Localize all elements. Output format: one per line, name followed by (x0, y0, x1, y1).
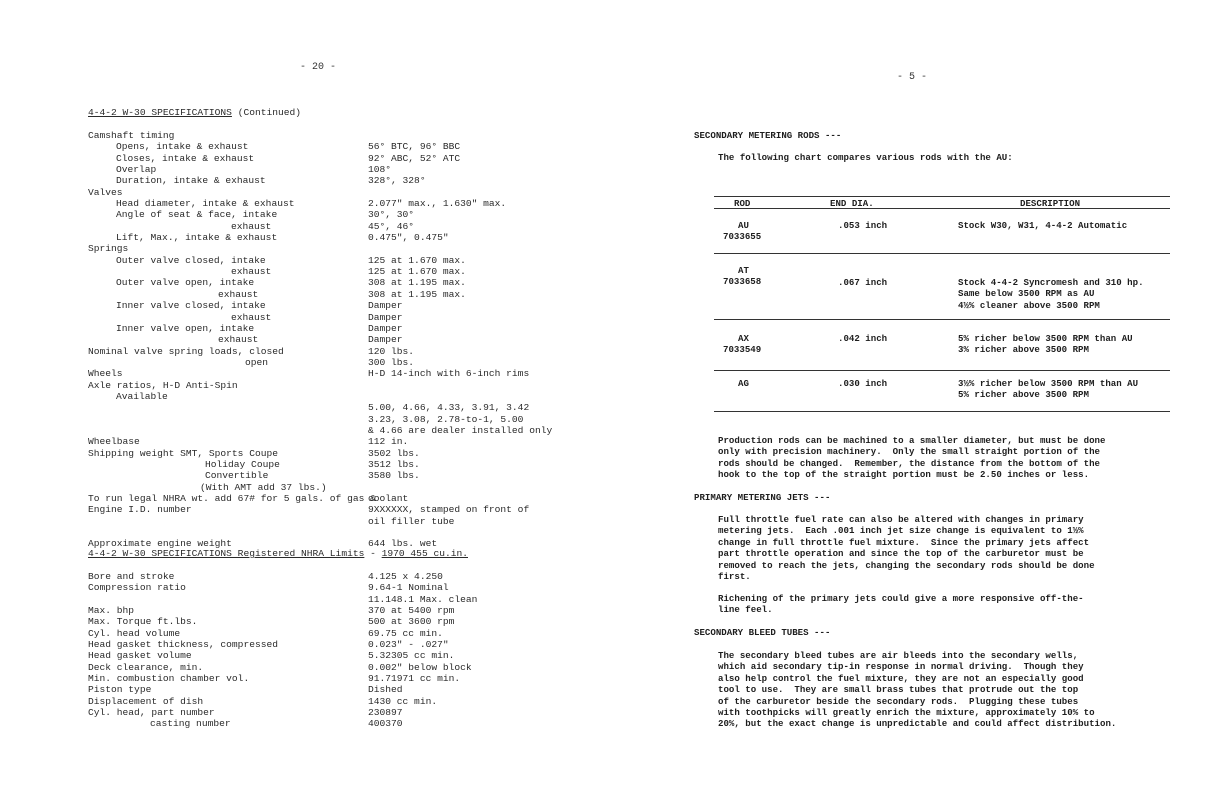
paragraph-richening (718, 593, 1084, 616)
spec-row (88, 639, 588, 650)
rod-description-line: 5% richer below 3500 RPM than AU (958, 333, 1133, 344)
spec-label: exhaust (231, 266, 272, 278)
spec-row (88, 673, 588, 684)
heading-primary-metering-jets: PRIMARY METERING JETS --- (694, 492, 831, 503)
spec-row (88, 459, 588, 470)
title-separator: - (364, 548, 382, 559)
spec-row (88, 130, 588, 141)
rod-code: AT (738, 265, 749, 276)
spec-label: Camshaft timing (88, 130, 175, 141)
spec-value: oil filler tube (368, 515, 455, 527)
spec-label: Nominal valve spring loads, closed (88, 345, 284, 357)
spec-value: 5.32305 cc min. (368, 650, 455, 662)
spec-row (88, 605, 588, 616)
spec-row (88, 470, 588, 481)
paragraph-line: tool to use. They are small brass tubes that protrude out the top (718, 684, 1079, 696)
spec-value: 30°, 30° (368, 209, 415, 221)
spec-label: Opens, intake & exhaust (116, 141, 249, 153)
spec-row (88, 650, 588, 661)
spec-value: 644 lbs. wet (368, 538, 438, 550)
spec-label: Engine I.D. number (88, 504, 192, 516)
table-rule (714, 319, 1170, 320)
page-number: - 20 - (300, 62, 337, 73)
spec-label: exhaust (218, 334, 259, 346)
spec-row (88, 436, 588, 447)
spec-value: 4.125 x 4.250 (368, 571, 443, 582)
spec-label: Piston type (88, 684, 152, 696)
rod-description-line: 3½% richer below 3500 RPM than AU (958, 378, 1139, 389)
paragraph-line: part throttle operation and since the top of the carburetor must be (718, 548, 1084, 560)
rod-description-line: Same below 3500 RPM as AU (958, 288, 1095, 300)
section-title-suffix: (Continued) (231, 107, 302, 118)
spec-label: Outer valve closed, intake (116, 254, 266, 266)
spec-row (88, 391, 588, 402)
rod-end-diameter: .067 inch (838, 277, 888, 288)
spec-label: Inner valve open, intake (116, 322, 255, 334)
spec-value: 56° BTC, 96° BBC (368, 141, 461, 153)
spec-value: 2.077" max., 1.630" max. (368, 198, 507, 210)
spec-label: Overlap (116, 164, 157, 176)
spec-row (88, 346, 588, 357)
spec-value: 300 lbs. (368, 356, 415, 368)
heading-secondary-metering-rods: SECONDARY METERING RODS --- (694, 130, 842, 141)
spec-label: Min. combustion chamber vol. (88, 673, 250, 685)
spec-label: exhaust (231, 220, 272, 232)
paragraph-line: also help control the fuel mixture, they are not an especially good (718, 672, 1084, 684)
spec-row (88, 357, 588, 368)
spec-value: 370 at 5400 rpm (368, 605, 455, 617)
spec-label: Head diameter, intake & exhaust (116, 198, 295, 210)
spec-value: 230897 (368, 707, 403, 719)
spec-value: 92° ABC, 52° ATC (368, 152, 461, 164)
spec-value: 91.71971 cc min. (368, 673, 461, 685)
spec-value: Damper (368, 334, 403, 346)
spec-row (88, 243, 588, 254)
paragraph-line: 20%, but the exact change is unpredictable and could affect distribution. (718, 718, 1117, 730)
spec-row (88, 380, 588, 391)
spec-value: 112 in. (368, 436, 409, 448)
spec-label: Head gasket volume (88, 650, 192, 662)
spec-label: Outer valve open, intake (116, 277, 255, 289)
spec-value: 125 at 1.670 max. (368, 266, 466, 278)
paragraph-line: Production rods can be machined to a smaller diameter, but must be done (718, 435, 1106, 446)
spec-label: To run legal NHRA wt. add 67# for 5 gals. of gas & (88, 493, 376, 504)
rod-part-number: 7033658 (723, 276, 762, 288)
paragraph-bleed-tubes (718, 650, 1116, 730)
spec-row (88, 289, 588, 300)
spec-label: (With AMT add 37 lbs.) (200, 481, 327, 493)
rod-code: AX (738, 333, 749, 344)
spec-row (88, 334, 588, 345)
paragraph-line: Full throttle fuel rate can also be altered with changes in primary (718, 514, 1084, 525)
spec-row (88, 662, 588, 673)
spec-row (88, 707, 588, 718)
spec-label: Compression ratio (88, 582, 186, 594)
spec-value: Dished (368, 684, 403, 696)
spec-row (88, 628, 588, 639)
spec-label: Lift, Max., intake & exhaust (116, 232, 278, 244)
spec-value: 9XXXXXX, stamped on front of (368, 504, 530, 516)
table-rule (714, 411, 1170, 412)
spec-value: 400370 (368, 718, 403, 730)
column-header-end-dia: END DIA. (830, 198, 874, 209)
spec-value: coolant (368, 493, 409, 504)
spec-value: H-D 14-inch with 6-inch rims (368, 368, 530, 380)
spec-label: Inner valve closed, intake (116, 300, 266, 312)
spec-label: Max. Torque ft.lbs. (88, 616, 198, 628)
spec-value: 5.00, 4.66, 4.33, 3.91, 3.42 (368, 402, 530, 414)
spec-row (88, 571, 588, 582)
paragraph-line: hook to the top of the straight portion must be 2.50 inches or less. (718, 469, 1090, 481)
spec-label: Shipping weight SMT, Sports Coupe (88, 447, 278, 459)
rod-description-line: Stock W30, W31, 4-4-2 Automatic (958, 220, 1128, 231)
paragraph-line: The secondary bleed tubes are air bleeds into the secondary wells, (718, 650, 1079, 661)
spec-value: 125 at 1.670 max. (368, 254, 466, 266)
spec-value: 69.75 cc min. (368, 627, 443, 639)
section-title-engine: 1970 455 cu.in. (381, 548, 468, 559)
spec-value: 3502 lbs. (368, 447, 420, 459)
rod-code: AG (738, 378, 749, 389)
table-rule (714, 196, 1170, 197)
spec-row (88, 209, 588, 220)
spec-label: Convertible (205, 470, 269, 482)
section-title-nhra (88, 548, 468, 559)
spec-label: Wheels (88, 368, 123, 380)
spec-row (88, 684, 588, 695)
spec-label: exhaust (231, 311, 272, 323)
spec-value: 0.002" below block (368, 661, 472, 673)
spec-row (88, 527, 588, 538)
spec-label: Axle ratios, H-D Anti-Spin (88, 379, 238, 391)
paragraph-line: metering jets. Each .001 inch jet size change is equivalent to 1½% (718, 525, 1084, 537)
spec-value: 0.023" - .027" (368, 639, 449, 651)
spec-label: Closes, intake & exhaust (116, 152, 255, 164)
spec-row (88, 221, 588, 232)
rod-part-number: 7033655 (723, 231, 762, 243)
paragraph-line: removed to reach the jets, changing the secondary rods should be done (718, 559, 1095, 571)
spec-row (88, 594, 588, 605)
spec-row (88, 402, 588, 413)
column-header-description: DESCRIPTION (1020, 198, 1081, 209)
section-title-main: 4-4-2 W-30 SPECIFICATIONS (88, 107, 232, 118)
spec-label: Valves (88, 186, 123, 198)
spec-label: Angle of seat & face, intake (116, 209, 278, 221)
spec-row (88, 718, 588, 729)
spec-row (88, 164, 588, 175)
column-header-rod: ROD (734, 198, 751, 209)
spec-value: Damper (368, 300, 403, 312)
spec-row (88, 425, 588, 436)
spec-row (88, 493, 588, 504)
spec-value: 3.23, 3.08, 2.78-to-1, 5.00 (368, 413, 524, 425)
section-title (88, 107, 301, 118)
spec-row (88, 277, 588, 288)
paragraph-line: of the carburetor beside the secondary rods. Plugging these tubes (718, 695, 1079, 707)
spec-value: 328°, 328° (368, 175, 426, 187)
paragraph-line: with toothpicks will greatly enrich the mixture, approximately 10% to (718, 707, 1095, 719)
rod-end-diameter: .030 inch (838, 378, 888, 389)
heading-secondary-bleed-tubes: SECONDARY BLEED TUBES --- (694, 627, 831, 638)
spec-label: Approximate engine weight (88, 538, 232, 550)
spec-row (88, 414, 588, 425)
spec-row (88, 266, 588, 277)
spec-row (88, 368, 588, 379)
paragraph-line: only with precision machinery. Only the small straight portion of the (718, 446, 1100, 458)
spec-row (88, 323, 588, 334)
rod-part-number: 7033549 (723, 344, 762, 356)
spec-value: 11.148.1 Max. clean (368, 593, 478, 605)
page-number: - 5 - (897, 72, 928, 83)
spec-row (88, 175, 588, 186)
spec-label: Displacement of dish (88, 695, 204, 707)
spec-row (88, 616, 588, 627)
spec-row (88, 153, 588, 164)
spec-label: casting number (150, 718, 231, 730)
spec-value: 120 lbs. (368, 345, 415, 357)
section-title-main: 4-4-2 W-30 SPECIFICATIONS Registered NHRA Limits (88, 548, 365, 559)
spec-label: Holiday Coupe (205, 458, 280, 470)
spec-value: 3580 lbs. (368, 470, 420, 482)
spec-label: Cyl. head, part number (88, 707, 215, 719)
spec-label: Max. bhp (88, 605, 135, 617)
paragraph-line: Richening of the primary jets could give a more responsive off-the- (718, 593, 1084, 604)
spec-value: 308 at 1.195 max. (368, 288, 466, 300)
spec-row (88, 198, 588, 209)
spec-row (88, 582, 588, 593)
spec-row (88, 504, 588, 515)
spec-label: Springs (88, 243, 129, 255)
spec-row (88, 255, 588, 266)
spec-value: Damper (368, 311, 403, 323)
spec-value: 308 at 1.195 max. (368, 277, 466, 289)
spec-label: Deck clearance, min. (88, 661, 204, 673)
rod-end-diameter: .042 inch (838, 333, 888, 344)
paragraph-line: line feel. (718, 604, 773, 616)
spec-value: 9.64-1 Nominal (368, 582, 449, 594)
rod-description-line: 3% richer above 3500 RPM (958, 344, 1089, 356)
paragraph-line: rods should be changed. Remember, the distance from the bottom of the (718, 457, 1100, 469)
spec-row (88, 300, 588, 311)
spec-label: Cyl. head volume (88, 627, 181, 639)
spec-value: 500 at 3600 rpm (368, 616, 455, 628)
paragraph-full-throttle (718, 514, 1095, 582)
spec-row (88, 187, 588, 198)
paragraph-line: first. (718, 571, 751, 583)
spec-list-continued (88, 130, 588, 550)
spec-row (88, 312, 588, 323)
rod-description-line: Stock 4-4-2 Syncromesh and 310 hp. (958, 277, 1144, 288)
spec-value: 0.475", 0.475" (368, 232, 449, 244)
spec-row (88, 482, 588, 493)
rod-code: AU (738, 220, 749, 231)
spec-label: Duration, intake & exhaust (116, 175, 266, 187)
paragraph-line: which aid secondary tip-in response in normal driving. Though they (718, 661, 1084, 673)
rod-description-line: 5% richer above 3500 RPM (958, 389, 1089, 401)
table-rule (714, 208, 1170, 209)
paragraph-line: change in full throttle fuel mixture. Since the primary jets affect (718, 536, 1090, 548)
spec-value: Damper (368, 322, 403, 334)
table-rule (714, 370, 1170, 371)
spec-row (88, 232, 588, 243)
spec-value: 108° (368, 164, 392, 176)
spec-row (88, 516, 588, 527)
spec-label: Available (116, 390, 168, 402)
spec-label: Wheelbase (88, 436, 140, 448)
spec-value: 3512 lbs. (368, 458, 420, 470)
spec-list-nhra (88, 571, 588, 730)
spec-row (88, 696, 588, 707)
spec-value: & 4.66 are dealer installed only (368, 424, 553, 436)
spec-row (88, 141, 588, 152)
paragraph-production-rods (718, 435, 1105, 481)
rod-description-line: 4½% cleaner above 3500 RPM (958, 299, 1100, 311)
spec-value: 1430 cc min. (368, 695, 438, 707)
intro-text: The following chart compares various rods with the AU: (718, 152, 1013, 163)
spec-label: Bore and stroke (88, 571, 175, 582)
rod-end-diameter: .053 inch (838, 220, 888, 231)
spec-value: 45°, 46° (368, 220, 415, 232)
table-rule (714, 253, 1170, 254)
spec-row (88, 448, 588, 459)
spec-label: exhaust (218, 288, 259, 300)
spec-label: open (245, 356, 269, 368)
spec-label: Head gasket thickness, compressed (88, 639, 278, 651)
